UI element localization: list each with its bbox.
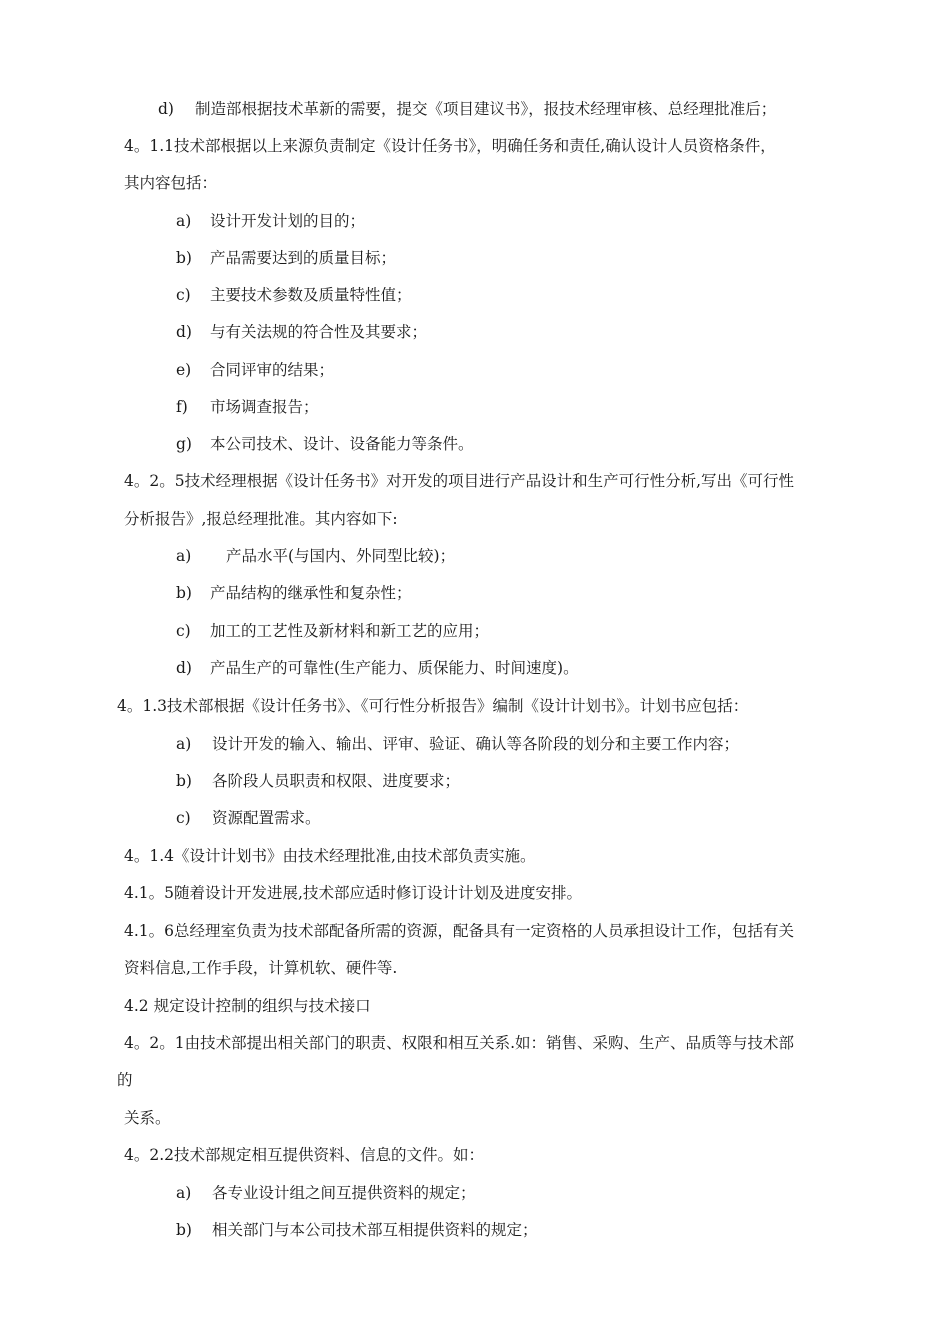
list-item-text: 主要技术参数及质量特性值； bbox=[210, 286, 412, 304]
list-marker: e) bbox=[176, 361, 192, 379]
list-item-text: 产品结构的继承性和复杂性； bbox=[210, 584, 412, 602]
list-item-text: 产品水平(与国内、外同型比较)； bbox=[226, 547, 456, 565]
list-marker: b) bbox=[176, 249, 192, 267]
list-marker: a) bbox=[176, 735, 192, 753]
list-marker: b) bbox=[176, 1221, 192, 1239]
list-item-text: 产品生产的可靠性(生产能力、质保能力、时间速度)。 bbox=[210, 659, 579, 677]
paragraph-line: 4。1.3技术部根据《设计任务书》、《可行性分析报告》编制《设计计划书》。计划书应包括： bbox=[117, 697, 749, 715]
paragraph-line: 4.1。6总经理室负责为技术部配备所需的资源，配备具有一定资格的人员承担设计工作，包括有关 bbox=[124, 922, 795, 940]
list-item-text: 加工的工艺性及新材料和新工艺的应用； bbox=[210, 622, 490, 640]
list-marker: a) bbox=[176, 212, 192, 230]
list-marker: b) bbox=[176, 584, 192, 602]
list-item-text: 市场调查报告； bbox=[210, 398, 319, 416]
list-item-text: 各专业设计组之间互提供资料的规定； bbox=[212, 1184, 476, 1202]
paragraph-line: 其内容包括： bbox=[124, 174, 218, 192]
paragraph-line: 4.1。5随着设计开发进展,技术部应适时修订设计计划及进度安排。 bbox=[124, 884, 582, 902]
list-item-text: 相关部门与本公司技术部互相提供资料的规定； bbox=[212, 1221, 538, 1239]
paragraph-line: 4。2。1由技术部提出相关部门的职责、权限和相互关系.如：销售、采购、生产、品质等与技术部 bbox=[124, 1034, 795, 1052]
list-item-text: 资源配置需求。 bbox=[212, 809, 321, 827]
paragraph-line: 4。2。5技术经理根据《设计任务书》对开发的项目进行产品设计和生产可行性分析,写出《可行性 bbox=[124, 472, 795, 490]
paragraph-line: 4。2.2技术部规定相互提供资料、信息的文件。如： bbox=[124, 1146, 485, 1164]
list-item-text: 设计开发计划的目的； bbox=[210, 212, 366, 230]
list-marker: a) bbox=[176, 547, 192, 565]
list-marker: b) bbox=[176, 772, 192, 790]
list-marker: f) bbox=[176, 398, 188, 416]
paragraph-line: 4。1.4《设计计划书》由技术经理批准,由技术部负责实施。 bbox=[124, 847, 536, 865]
section-heading: 4.2 规定设计控制的组织与技术接口 bbox=[124, 997, 371, 1015]
list-marker: g) bbox=[176, 435, 192, 453]
list-item-text: 制造部根据技术革新的需要，提交《项目建议书》，报技术经理审核、总经理批准后； bbox=[195, 100, 777, 118]
list-item-text: 设计开发的输入、输出、评审、验证、确认等各阶段的划分和主要工作内容； bbox=[212, 735, 740, 753]
list-marker: d) bbox=[176, 323, 192, 341]
list-item-text: 产品需要达到的质量目标； bbox=[210, 249, 397, 267]
list-marker: d) bbox=[158, 100, 174, 118]
paragraph-line: 关系。 bbox=[124, 1109, 171, 1127]
list-marker: a) bbox=[176, 1184, 192, 1202]
paragraph-line: 的 bbox=[117, 1071, 133, 1089]
list-marker: c) bbox=[176, 809, 191, 827]
list-marker: d) bbox=[176, 659, 192, 677]
list-marker: c) bbox=[176, 622, 191, 640]
list-item-text: 与有关法规的符合性及其要求； bbox=[210, 323, 428, 341]
list-item-text: 各阶段人员职责和权限、进度要求； bbox=[212, 772, 461, 790]
paragraph-line: 4。1.1技术部根据以上来源负责制定《设计任务书》，明确任务和责任,确认设计人员资格条件， bbox=[124, 137, 776, 155]
list-item-text: 本公司技术、设计、设备能力等条件。 bbox=[210, 435, 474, 453]
paragraph-line: 资料信息,工作手段，计算机软、硬件等. bbox=[124, 959, 398, 977]
paragraph-line: 分析报告》,报总经理批准。其内容如下: bbox=[124, 510, 398, 528]
list-marker: c) bbox=[176, 286, 191, 304]
list-item-text: 合同评审的结果； bbox=[210, 361, 335, 379]
